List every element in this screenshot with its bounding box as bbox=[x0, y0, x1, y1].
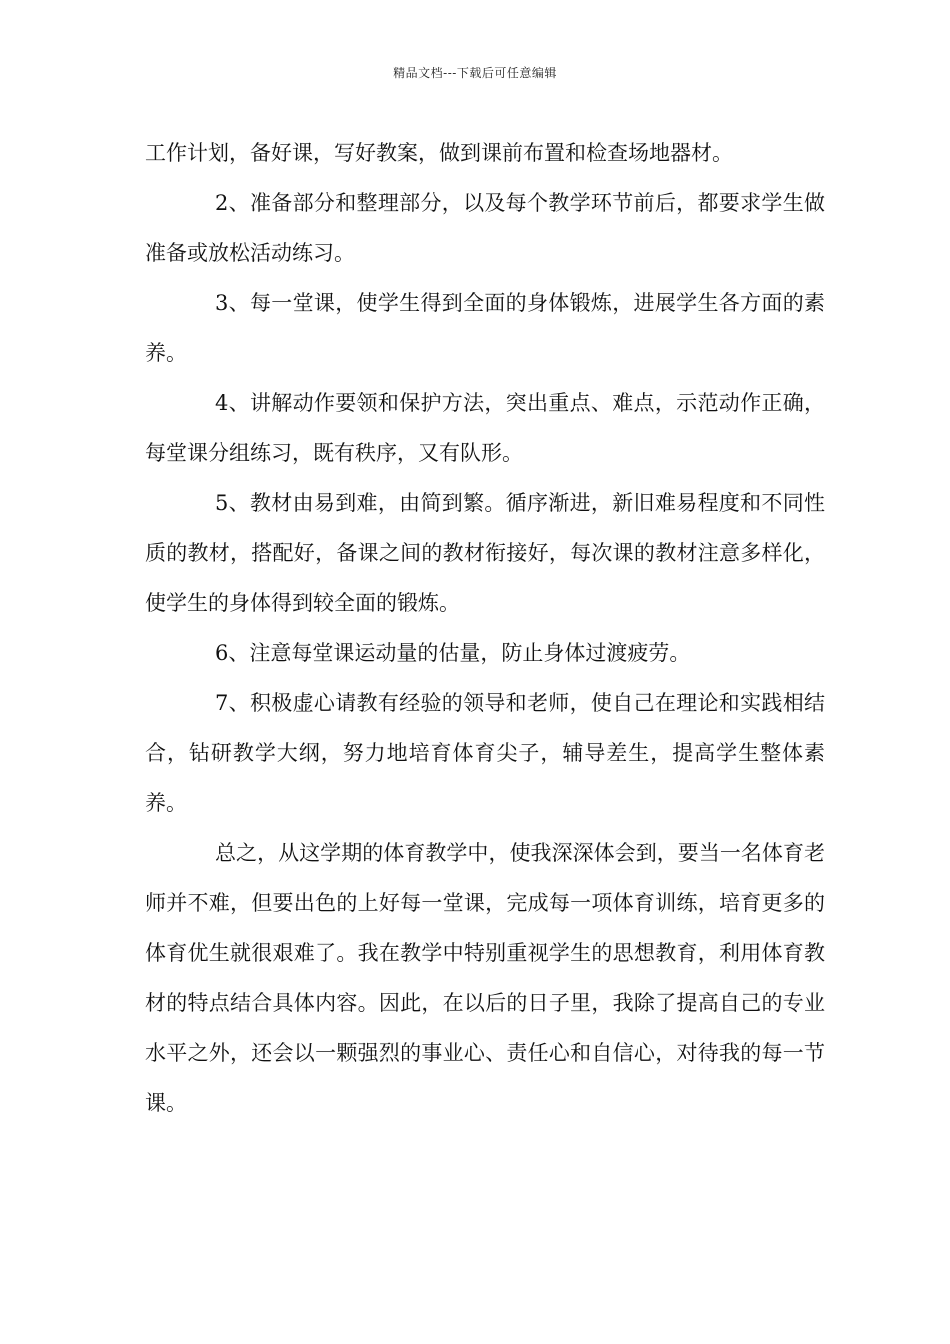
paragraph-item-4: 4、讲解动作要领和保护方法，突出重点、难点，示范动作正确，每堂课分组练习，既有秩序，又有队形。 bbox=[145, 391, 825, 465]
paragraph-item-7: 7、积极虚心请教有经验的领导和老师，使自己在理论和实践相结合，钻研教学大纲，努力地培育体育尖子，辅导差生，提高学生整体素养。 bbox=[145, 691, 825, 815]
paragraph-item-6: 6、注意每堂课运动量的估量，防止身体过渡疲劳。 bbox=[215, 641, 691, 665]
paragraph-item-3: 3、每一堂课，使学生得到全面的身体锻炼，进展学生各方面的素养。 bbox=[145, 291, 825, 365]
document-body bbox=[145, 128, 825, 1128]
paragraph-item-5: 5、教材由易到难，由简到繁。循序渐进，新旧难易程度和不同性质的教材，搭配好，备课之间的教材衔接好，每次课的教材注意多样化，使学生的身体得到较全面的锻炼。 bbox=[145, 491, 825, 615]
paragraph-continuation: 工作计划，备好课，写好教案，做到课前布置和检查场地器材。 bbox=[145, 141, 733, 165]
paragraph-item-2: 2、准备部分和整理部分，以及每个教学环节前后，都要求学生做准备或放松活动练习。 bbox=[145, 191, 825, 265]
page-header: 精品文档---下载后可任意编辑 bbox=[393, 66, 557, 80]
paragraph-summary: 总之，从这学期的体育教学中，使我深深体会到，要当一名体育老师并不难，但要出色的上好每一堂课，完成每一项体育训练，培育更多的体育优生就很艰难了。我在教学中特别重视学生的思想教育，利用体育教材的特点结合具体内容。因此，在以后的日子里，我除了提高自己的专业水平之外，还会以一颗强烈的事业心、责任心和自信心，对待我的每一节课。 bbox=[145, 841, 825, 1115]
